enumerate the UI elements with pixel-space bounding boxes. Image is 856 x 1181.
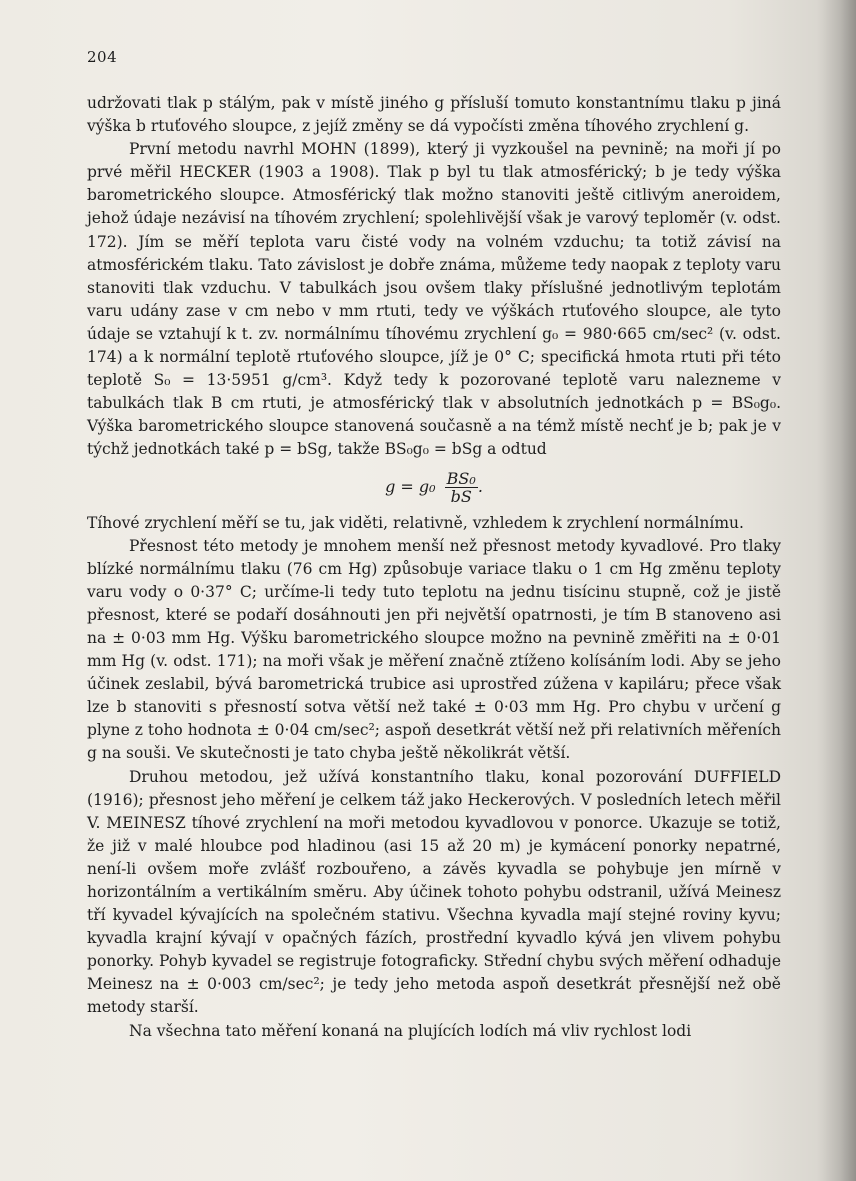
- formula-lhs: g = g₀: [385, 476, 436, 496]
- formula-g: [87, 468, 781, 506]
- paragraph-ship-speed: Na všechna tato měření konaná na plujících lodích má vliv rychlost lodi: [129, 1021, 692, 1040]
- body-text: [87, 92, 781, 1043]
- formula-fraction: [445, 470, 478, 505]
- paragraph-relative: Tíhové zrychlení měří se tu, jak viděti, relativně, vzhledem k zrychlení normálnímu.: [87, 513, 744, 532]
- paragraph-continuation: udržovati tlak p stálým, pak v místě jiného g přísluší tomuto konstantnímu tlaku p jiná výška b rtuťového sloupce, z jejíž změny se dá vypočísti změna tíhového zrychlení g.: [87, 94, 781, 136]
- page-number: 204: [87, 48, 118, 66]
- formula-end: .: [477, 476, 483, 496]
- paragraph-second-method: Druhou metodou, jež užívá konstantního tlaku, konal pozorování DUFFIELD (1916); přesnost jeho měření je celkem táž jako Heckerových. V posledních letech měřil V. MEINESZ tíhové zrychlení na moři metodou kyvadlovou v ponorce. Ukazuje se totiž, že již v malé hloubce pod hladinou (asi 15 až 20 m) je kymácení ponorky nepatrné, není-li ovšem moře zvlášť rozbouřeno, a závěs kyvadla se pohybuje jen mírně v horizontálním a vertikálním směru. Aby účinek tohoto pohybu odstranil, užívá Meinesz tří kyvadel kývajících na společném stativu. Všechna kyvadla mají stejné roviny kyvu; kyvadla krajní kývají v opačných fázích, prostřední kyvadlo kývá jen vlivem pohybu ponorky. Pohyb kyvadel se registruje fotograficky. Střední chybu svých měření odhaduje Meinesz na ± 0·003 cm/sec²; je tedy jeho metoda aspoň desetkrát přesnější než obě metody starší.: [87, 767, 781, 1017]
- formula-denominator: bS: [450, 486, 472, 506]
- paragraph-mohn-method: První metodu navrhl MOHN (1899), který ji vyzkoušel na pevnině; na moři jí po prvé měřil HECKER (1903 a 1908). Tlak p byl tu tlak atmosférický; b je tedy výška barometrického sloupce. Atmosférický tlak možno stanoviti ještě citlivým aneroidem, jehož údaje nezávisí na tíhovém zrychlení; spolehlivější však je varový teploměr (v. odst. 172). Jím se měří teplota varu čisté vody na volném vzduchu; ta totiž závisí na atmosférickém tlaku. Tato závislost je dobře známa, můžeme tedy naopak z teploty varu stanoviti tlak vzduchu. V tabulkách jsou ovšem tlaky příslušné jednotlivým teplotám varu udány zase v cm nebo v mm rtuti, tedy ve výškách rtuťového sloupce, ale tyto údaje se vztahují k t. zv. normálnímu tíhovému zrychlení g₀ = 980·665 cm/sec² (v. odst. 174) a k normální teplotě rtuťového sloupce, jíž je 0° C; specifická hmota rtuti při této teplotě S₀ = 13·5951 g/cm³. Když tedy k pozorované teplotě varu nalezneme v tabulkách tlak B cm rtuti, je atmosférický tlak v absolutních jednotkách p = BS₀g₀. Výška barometrického sloupce stanovená současně a na témž místě nechť je b; pak je v týchž jednotkách také p = bSg, takže BS₀g₀ = bSg a odtud: [87, 140, 781, 459]
- page-edge-shadow: [816, 0, 856, 1181]
- formula-numerator: BS₀: [446, 468, 476, 488]
- paragraph-precision: Přesnost této metody je mnohem menší než přesnost metody kyvadlové. Pro tlaky blízké normálnímu tlaku (76 cm Hg) způsobuje variace tlaku o 1 cm Hg změnu teploty varu vody o 0·37° C; určíme-li tedy tuto teplotu na jednu tisícinu stupně, což je jistě přesnost, které se podaří dosáhnouti jen při největší opatrnosti, je tím B stanoveno asi na ± 0·03 mm Hg. Výšku barometrického sloupce možno na pevnině změřiti na ± 0·01 mm Hg (v. odst. 171); na moři však je měření značně ztíženo kolísáním lodi. Aby se jeho účinek zeslabil, bývá barometrická trubice asi uprostřed zúžena v kapiláru; přece však lze b stanoviti s přesností sotva větší než také ± 0·03 mm Hg. Pro chybu v určení g plyne z toho hodnota ± 0·04 cm/sec²; aspoň desetkrát větší než při relativních měřeních g na souši. Ve skutečnosti je tato chyba ještě několikrát větší.: [87, 536, 781, 763]
